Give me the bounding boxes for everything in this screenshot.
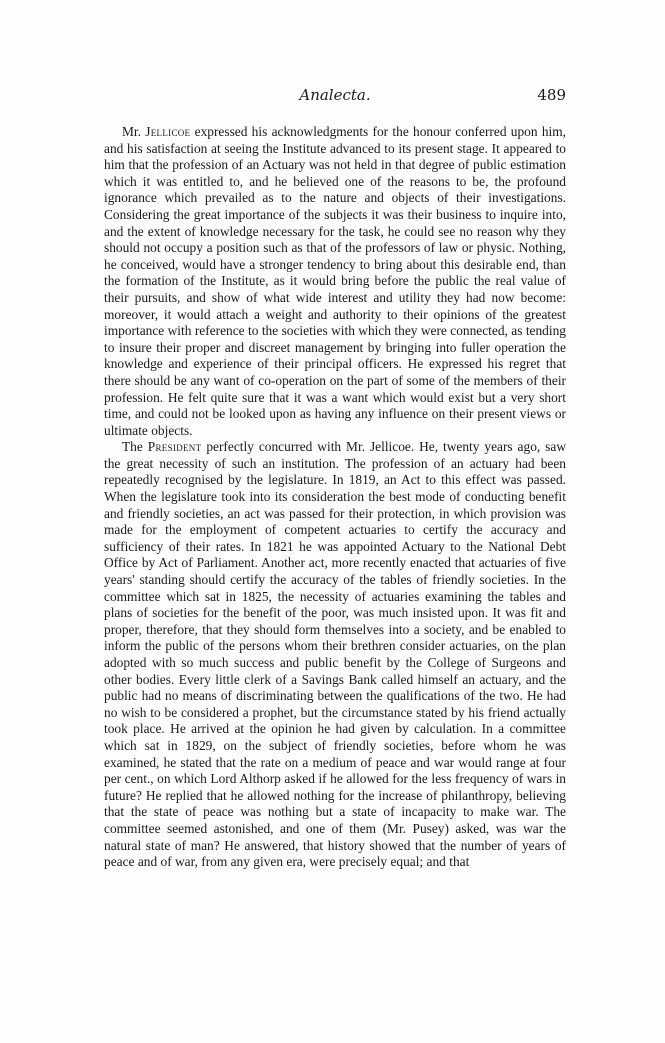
paragraph-president — [104, 439, 566, 870]
paragraph-text: expressed his acknowledgments for the honour conferred upon him, and his satisfaction at seeing the Institute advanced to its present stage. It appeared to him that the profession of an Actuary was not held in that degree of public estimation which it was entitled to, and he believed one of the reasons to be, the profound ignorance which prevailed as to the nature and objects of their investigations. Considering the great importance of the subjects it was their business to inquire into, and the extent of knowledge necessary for the task, he could see no reason why they should not occupy a position such as that of the professors of law or physic. Nothing, he conceived, would have a stronger tendency to bring about this desirable end, than the formation of the Institute, as it would bring before the public the real value of their pursuits, and show of what wide interest and utility they had now become: moreover, it would attach a weight and authority to their opinions of the greatest importance with reference to the societies with which they were connected, as tending to insure their proper and discreet management by bringing into fuller operation the knowledge and experience of their principal officers. He expressed his regret that there should be any want of co-operation on the part of some of the members of their profession. He felt quite sure that it was a want which would exist but a very short time, and could not be looked upon as having any influence on their present views or ultimate objects. — [104, 124, 566, 438]
body-text — [104, 124, 566, 871]
paragraph-lead: Mr. — [122, 124, 146, 139]
speaker-name: President — [147, 439, 202, 455]
paragraph-jellicoe — [104, 124, 566, 439]
running-title: Analecta. — [299, 86, 371, 104]
page-number: 489 — [537, 86, 566, 104]
paragraph-lead: The — [122, 439, 148, 455]
paragraph-text: perfectly concurred with Mr. Jellicoe. He, twenty years ago, saw the great necessity of such an institution. The profession of an actuary had been repeatedly recognised by the legislature. In 1819, an Act to this effect was passed. When the legislature took into its consideration the best mode of conducting benefit and friendly societies, an act was passed for their protection, in which provision was made for the employment of competent actuaries to certify the accuracy and sufficiency of their rates. In 1821 he was appointed Actuary to the National Debt Office by Act of Parliament. Another act, more recently enacted that actuaries of five years' standing should certify the accuracy of the tables of friendly societies. In the committee which sat in 1825, the necessity of actuaries examining the tables and plans of societies for the benefit of the poor, was much insisted upon. It was fit and proper, therefore, that they should form themselves into a society, and be enabled to inform the public of the persons whom their brethren consider actuaries, on the plan adopted with so much success and public benefit by the College of Surgeons and other bodies. Every little clerk of a Savings Bank called himself an actuary, and the public had no means of discriminating between the qualifications of the two. He had no wish to be considered a prophet, but the circumstance stated by his friend actually took place. He arrived at the opinion he had given by calculation. In a committee which sat in 1829, on the subject of friendly societies, before whom he was examined, he stated that the rate on a medium of peace and war would range at four per cent., on which Lord Althorp asked if he allowed for the less frequency of wars in future? He replied that he allowed nothing for the increase of philanthropy, believing that the state of peace was nothing but a state of incapacity to make war. The committee seemed astonished, and one of them (Mr. Pusey) asked, was war the natural state of man? He answered, that history showed that the number of years of peace and of war, from any given era, were precisely equal; and that — [104, 439, 566, 870]
page-header — [104, 86, 566, 108]
speaker-name: Jellicoe — [145, 124, 191, 139]
